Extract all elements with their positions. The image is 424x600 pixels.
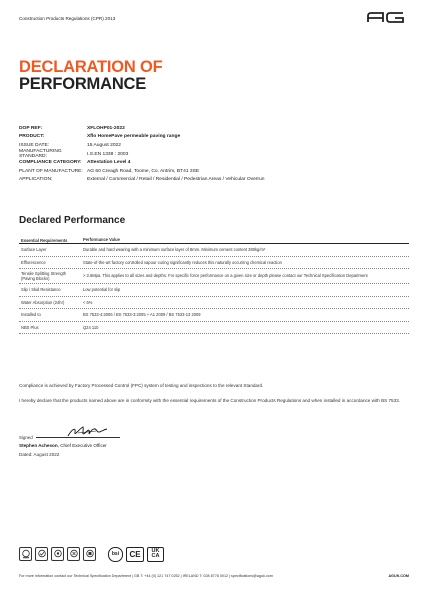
- ukca-mark: UK CA: [147, 547, 164, 562]
- value-cell: Low potential for slip: [83, 287, 121, 293]
- table-row: [19, 269, 409, 284]
- iso-badge-4: [67, 547, 80, 561]
- detail-row: [19, 124, 409, 133]
- title-line1: DECLARATION OF: [19, 58, 163, 76]
- value-cell: Durable and hard wearing with a minimum surface layer of 8mm. Minimum cement content 380kg/m³: [83, 247, 266, 253]
- requirement-cell: Efflorescence: [21, 259, 46, 265]
- regulation-header: Construction Products Regulations (CPR) 2013: [19, 16, 116, 21]
- detail-row: [19, 158, 409, 167]
- bsi-kitemark: bsi: [108, 547, 123, 562]
- detail-label: COMPLIANCE CATEGORY:: [19, 160, 82, 166]
- detail-label: ISSUE DATE:: [19, 142, 50, 148]
- value-cell: > 3.6Mpa. This applies to all sizes and depths. For specific force performance on a given size or depth please contact our Technical Specification Department: [83, 273, 368, 279]
- details-block: [19, 124, 409, 184]
- ag-logo: [367, 12, 405, 23]
- iso-badge-2: [35, 547, 48, 561]
- detail-label: PLANT OF MANUFACTURE:: [19, 168, 83, 174]
- detail-label: MANUFACTURING STANDARD:: [19, 149, 62, 160]
- detail-row: [19, 150, 409, 159]
- detail-value: XFLOHP01-2022: [87, 125, 125, 131]
- declaration-text: I hereby declare that the products named above are in conformity with the essential requirements of the Construction Products Regulations and when installed in accordance with BS 7533.: [19, 398, 400, 403]
- table-row: [19, 309, 409, 322]
- detail-label: APPLICATION:: [19, 177, 53, 183]
- value-cell: BS 7533-4:2006 / BS 7533-3:2005 + A1 2009 / BS 7533-13 2009: [83, 312, 201, 318]
- table-row: [19, 284, 409, 297]
- signed-label: Signed: [19, 435, 33, 440]
- detail-label: DOP REF:: [19, 125, 43, 131]
- dated-line: Dated: August 2022: [19, 452, 60, 457]
- table-row: [19, 257, 409, 270]
- iso-badge-3: [51, 547, 64, 561]
- table-row: [19, 244, 409, 257]
- declared-performance-heading: Declared Performance: [19, 215, 126, 226]
- signatory-name: Stephen Acheson, Chief Executive Officer: [19, 443, 107, 448]
- detail-value: 15 August 2022: [87, 142, 121, 148]
- detail-row: [19, 133, 409, 142]
- footer: [19, 574, 409, 578]
- ce-mark: CE: [126, 547, 144, 562]
- requirement-cell: Surface Layer: [21, 247, 47, 253]
- document-title: [19, 59, 163, 92]
- table-row: [19, 322, 409, 335]
- detail-value: Xflo HomePave permeable paving range: [87, 134, 181, 140]
- col-header-value: Performance Value: [83, 237, 120, 243]
- iso-badge-1: [19, 547, 32, 561]
- detail-value: External / Commercial / Retail / Residential / Pedestrian Areas / Vehicular Overrun: [87, 177, 265, 183]
- requirement-cell: NBS Plus: [21, 324, 39, 330]
- iso-badge-5: [83, 547, 96, 561]
- title-line2: PERFORMANCE: [19, 74, 147, 93]
- value-cell: Q24 110: [83, 324, 99, 330]
- col-header-requirements: Essential Requirements: [21, 237, 68, 243]
- footer-contact: For more information contact our Technical Specification Department | GB T: +44 (0) 121 747 0252 | IRELAND T: 028 8778 0012 | specifications@aguk.com: [19, 574, 273, 578]
- footer-website-link[interactable]: AGUK.COM: [388, 574, 409, 578]
- table-row: [19, 297, 409, 310]
- requirement-cell: Installed to: [21, 312, 41, 318]
- detail-value: Attestation Level 4: [87, 160, 131, 166]
- requirement-cell: Slip / Skid Resistance: [21, 287, 61, 293]
- detail-value: AG 60 Creagh Road, Toome, Co. Antrim, BT41 3SE: [87, 168, 200, 174]
- compliance-text: Compliance is achieved by Factory Processed Control (FPC) system of testing and inspections to the relevant Standard.: [19, 383, 264, 388]
- detail-value: I.S.EN 1338 : 2003: [87, 151, 129, 157]
- requirement-cell: Tensile Splitting Strength (Paving Blocks): [21, 271, 67, 281]
- detail-row: [19, 176, 409, 185]
- certification-badges: [19, 546, 164, 562]
- value-cell: State-of-the-art factory controlled vapour curing significantly reduces this naturally occurring chemical reaction: [83, 259, 282, 265]
- table-header: [19, 237, 409, 244]
- performance-table: [19, 237, 409, 334]
- signature-icon: [66, 425, 110, 439]
- detail-row: [19, 167, 409, 176]
- value-cell: < 6%: [83, 299, 93, 305]
- detail-label: PRODUCT:: [19, 134, 45, 140]
- requirement-cell: Water Absorption (24hr): [21, 299, 65, 305]
